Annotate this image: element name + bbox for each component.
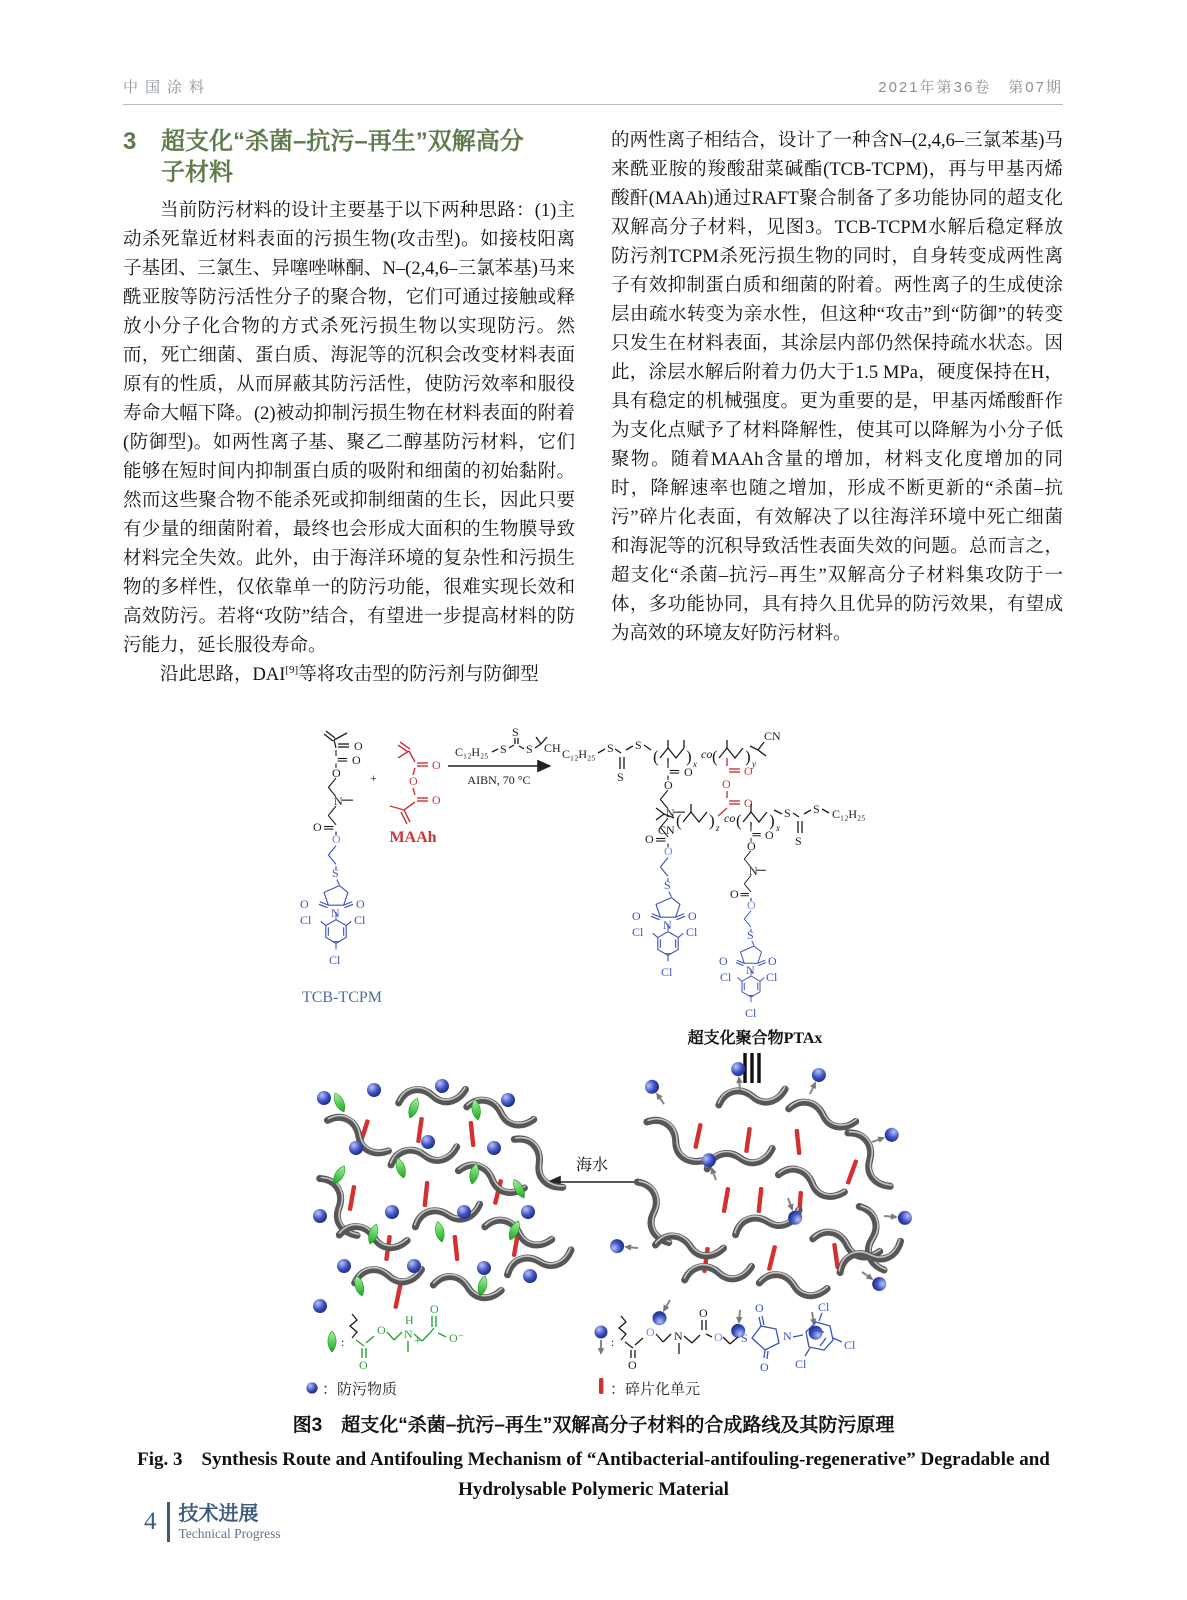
atom-O: O [768, 954, 777, 968]
paragraph-1: 当前防污材料的设计主要基于以下两种思路：(1)主动杀死靠近材料表面的污损生物(攻击型)。如接枝阳离子基团、三氯生、异噻唑啉酮、N–(2,4,6–三氯苯基)马来酰亚胺等防污活性分子的聚合物，它们可通过接触或释放小分子化合物的方式杀死污损生物以实现防污。然而，死亡细菌、蛋白质、海泥等的沉积会改变材料表面原有的性质，从而屏蔽其防污活性，使防污效率和服役寿命大幅下降。(2)被动抑制污损生物在材料表面的附着(防御型)。如两性离子基、聚乙二醇基防污材料，它们能够在短时间内抑制蛋白质的吸附和细菌的初始黏附。然而这些聚合物不能杀死或抑制细菌的生长，因此只要有少量的细菌附着，最终也会形成大面积的生物膜导致材料完全失效。此外，由于海洋环境的复杂性和污损生物的多样性，仅依靠单一的防污功能，很难实现长效和高效防污。若将“攻防”结合，有望进一步提高材料的防污能力，延长服役寿命。 [123, 201, 575, 656]
legend-colon: : [611, 1335, 615, 1349]
section-title [161, 126, 524, 188]
atom-S: S [526, 742, 533, 756]
atom-O: O [332, 766, 341, 780]
end-c12h25: C₁₂H₂₅ [832, 807, 866, 821]
sub-y: y [752, 759, 756, 769]
atom-O: O [688, 909, 697, 923]
atom-O: O [765, 828, 774, 842]
atom-O: O [632, 909, 641, 923]
atom-O: O [747, 898, 756, 912]
atom-S: S [795, 834, 802, 848]
atom-O: O [430, 1302, 439, 1316]
aibn-label: AIBN, 70 °C [467, 773, 531, 787]
atom-N: N [783, 1329, 792, 1343]
seawater-label: 海水 [575, 1157, 609, 1174]
ptax-label: 超支化聚合物PTAx [687, 1030, 823, 1047]
atom-Cl: Cl [818, 1300, 830, 1314]
journal-name: 中国涂料 [123, 79, 212, 96]
atom-O: O [664, 778, 673, 792]
atom-O: O [755, 1301, 764, 1315]
atom-Cl: Cl [686, 925, 698, 939]
bracket: ( [712, 747, 718, 766]
section-title-line2: 子材料 [161, 159, 233, 186]
atom-O-minus: O⁻ [449, 1331, 464, 1345]
atom-S: S [664, 878, 671, 892]
footer-divider [167, 1502, 170, 1542]
atom-Cl: Cl [720, 970, 732, 984]
paragraph-2-text-cont: 等将攻击型的防污剂与防御型 [298, 665, 539, 685]
header-rule [123, 104, 1063, 105]
right-column [611, 127, 1063, 649]
atom-O: O [409, 774, 418, 788]
paragraph-2-text: 沿此思路，DAI [160, 665, 286, 685]
atom-O: O [628, 1358, 637, 1372]
seawater-arrow [548, 1156, 634, 1182]
atom-O: O [432, 758, 441, 772]
atom-Cl: Cl [844, 1338, 856, 1352]
atom-CN: CN [764, 729, 781, 743]
maah-structure [389, 742, 441, 846]
atom-O: O [354, 739, 363, 753]
end-c12h25: C₁₂H₂₅ [562, 747, 596, 761]
co-label: co [701, 747, 713, 761]
maah-label: MAAh [389, 829, 437, 846]
atom-Cl: Cl [300, 913, 312, 927]
atom-Cl: Cl [329, 953, 341, 967]
atom-O: O [719, 954, 728, 968]
figure3 [0, 700, 1187, 1405]
page-header [123, 76, 1063, 97]
atom-N: N [663, 918, 672, 932]
atom-O: O [744, 764, 753, 778]
coating-network-after [313, 1079, 574, 1313]
atom-O: O [699, 1306, 708, 1320]
atom-O: O [352, 753, 361, 767]
atom-O: O [332, 832, 341, 846]
raft-c12h25: C₁₂H₂₅ [455, 745, 489, 759]
caption-en-line2: Hydrolysable Polymeric Material [458, 1479, 729, 1500]
atom-O: O [714, 1330, 723, 1344]
page-number: 4 [144, 1508, 157, 1535]
atom-CH: CH [544, 741, 561, 755]
atom-O: O [730, 887, 739, 901]
journal-issue: 2021年第36卷 第07期 [878, 79, 1063, 96]
atom-Cl: Cl [745, 1006, 757, 1020]
bracket: ( [736, 811, 742, 830]
bracket: ( [676, 811, 682, 830]
caption-zh: 图3 超支化“杀菌–抗污–再生”双解高分子材料的合成路线及其防污原理 [292, 1415, 895, 1436]
bracket: ) [745, 747, 751, 766]
atom-Cl: Cl [354, 913, 366, 927]
legend-antifouling-label: ：防污物质 [322, 1382, 398, 1398]
atom-CN: CN [658, 823, 675, 837]
atom-S: S [741, 1331, 748, 1345]
plus-sign: + [370, 771, 377, 785]
atom-O: O [377, 1323, 386, 1337]
atom-N: N [331, 906, 340, 920]
co-label: co [724, 811, 736, 825]
atom-O: O [300, 897, 309, 911]
equivalence-bars [745, 1053, 759, 1083]
footer-column-zh: 技术进展 [178, 1502, 259, 1525]
figure-caption [0, 1410, 1187, 1505]
citation-9: [9] [285, 663, 299, 676]
atom-O: O [760, 1360, 769, 1374]
atom-N: N [674, 1329, 683, 1343]
atom-S: S [635, 738, 642, 752]
sub-z: z [716, 823, 720, 833]
footer-column [179, 1503, 281, 1542]
legend-fragment-label: ：碎片化单元 [610, 1382, 701, 1398]
atom-Cl: Cl [661, 965, 673, 979]
atom-S: S [784, 806, 791, 820]
atom-N: N [746, 963, 755, 977]
atom-S: S [747, 928, 754, 942]
atom-N: N [334, 794, 343, 808]
section-number: 3 [123, 128, 137, 155]
charge-plus: + [414, 1333, 421, 1347]
atom-O: O [645, 832, 654, 846]
section-title-line1: 超支化“杀菌–抗污–再生”双解高分 [161, 128, 524, 155]
atom-O: O [432, 793, 441, 807]
sub-x: x [693, 759, 697, 769]
left-column [123, 126, 575, 690]
atom-S: S [512, 725, 519, 739]
atom-N: N [404, 1327, 413, 1341]
atom-O: O [684, 765, 693, 779]
sub-x: x [776, 823, 780, 833]
atom-O: O [747, 839, 756, 853]
atom-S: S [607, 741, 614, 755]
atom-O: O [744, 796, 753, 810]
bracket: ) [769, 811, 775, 830]
page-footer [144, 1502, 281, 1542]
caption-en-line1: Fig. 3 Synthesis Route and Antifouling Mechanism of “Antibacterial-antifouling-regenerative” Degradable and [137, 1449, 1050, 1470]
legend-fragment [599, 1378, 700, 1398]
atom-S: S [500, 742, 507, 756]
legend-colon: : [341, 1335, 345, 1349]
atom-H: H [405, 1313, 414, 1327]
atom-N: N [749, 864, 758, 878]
atom-Cl: Cl [632, 925, 644, 939]
figure3-graphic [0, 700, 1187, 1405]
atom-S: S [617, 770, 624, 784]
section-heading [123, 126, 575, 188]
paragraph-2 [123, 661, 575, 690]
bracket: ) [709, 811, 715, 830]
legend-zwitterion [328, 1302, 464, 1372]
legend-antifouling [306, 1380, 397, 1398]
coating-network-before [609, 1061, 912, 1340]
footer-column-en: Technical Progress [178, 1525, 281, 1541]
atom-O: O [722, 777, 731, 791]
reaction-arrow [448, 725, 561, 787]
tcb-tcpm-label: TCB-TCPM [301, 989, 383, 1006]
paragraph-3: 的两性离子相结合，设计了一种含N–(2,4,6–三氯苯基)马来酰亚胺的羧酸甜菜碱酯(TCB-TCPM)，再与甲基丙烯酸酐(MAAh)通过RAFT聚合制备了多功能协同的超支化双解高分子材料，见图3。TCB-TCPM水解后稳定释放防污剂TCPM杀死污损生物的同时，自身转变成两性离子有效抑制蛋白质和细菌的附着。两性离子的生成使涂层由疏水转变为亲水性，但这种“攻击”到“防御”的转变只发生在材料表面，其涂层内部仍然保持疏水状态。因此，涂层水解后附着力仍大于1.5 MPa，硬度保持在H，具有稳定的机械强度。更为重要的是，甲基丙烯酸酐作为支化点赋予了材料降解性，使其可以降解为小分子低聚物。随着MAAh含量的增加，材料支化度增加的同时，降解速率也随之增加，形成不断更新的“杀菌–抗污”碎片化表面，有效解决了以往海洋环境中死亡细菌和海泥等的沉积导致活性表面失效的问题。总而言之，超支化“杀菌–抗污–再生”双解高分子材料集攻防于一体，多功能协同，具有持久且优异的防污效果，有望成为高效的环境友好防污材料。 [611, 131, 1063, 644]
atom-O: O [646, 1325, 655, 1339]
atom-O: O [359, 1358, 368, 1372]
atom-O: O [313, 820, 322, 834]
ptax-structure [562, 729, 865, 1047]
atom-O: O [664, 844, 673, 858]
atom-S: S [332, 866, 339, 880]
bracket: ) [686, 747, 692, 766]
atom-O: O [356, 897, 365, 911]
atom-S: S [813, 802, 820, 816]
atom-Cl: Cl [766, 970, 778, 984]
atom-N: N [666, 806, 675, 820]
bracket: ( [653, 747, 659, 766]
atom-Cl: Cl [795, 1357, 807, 1371]
